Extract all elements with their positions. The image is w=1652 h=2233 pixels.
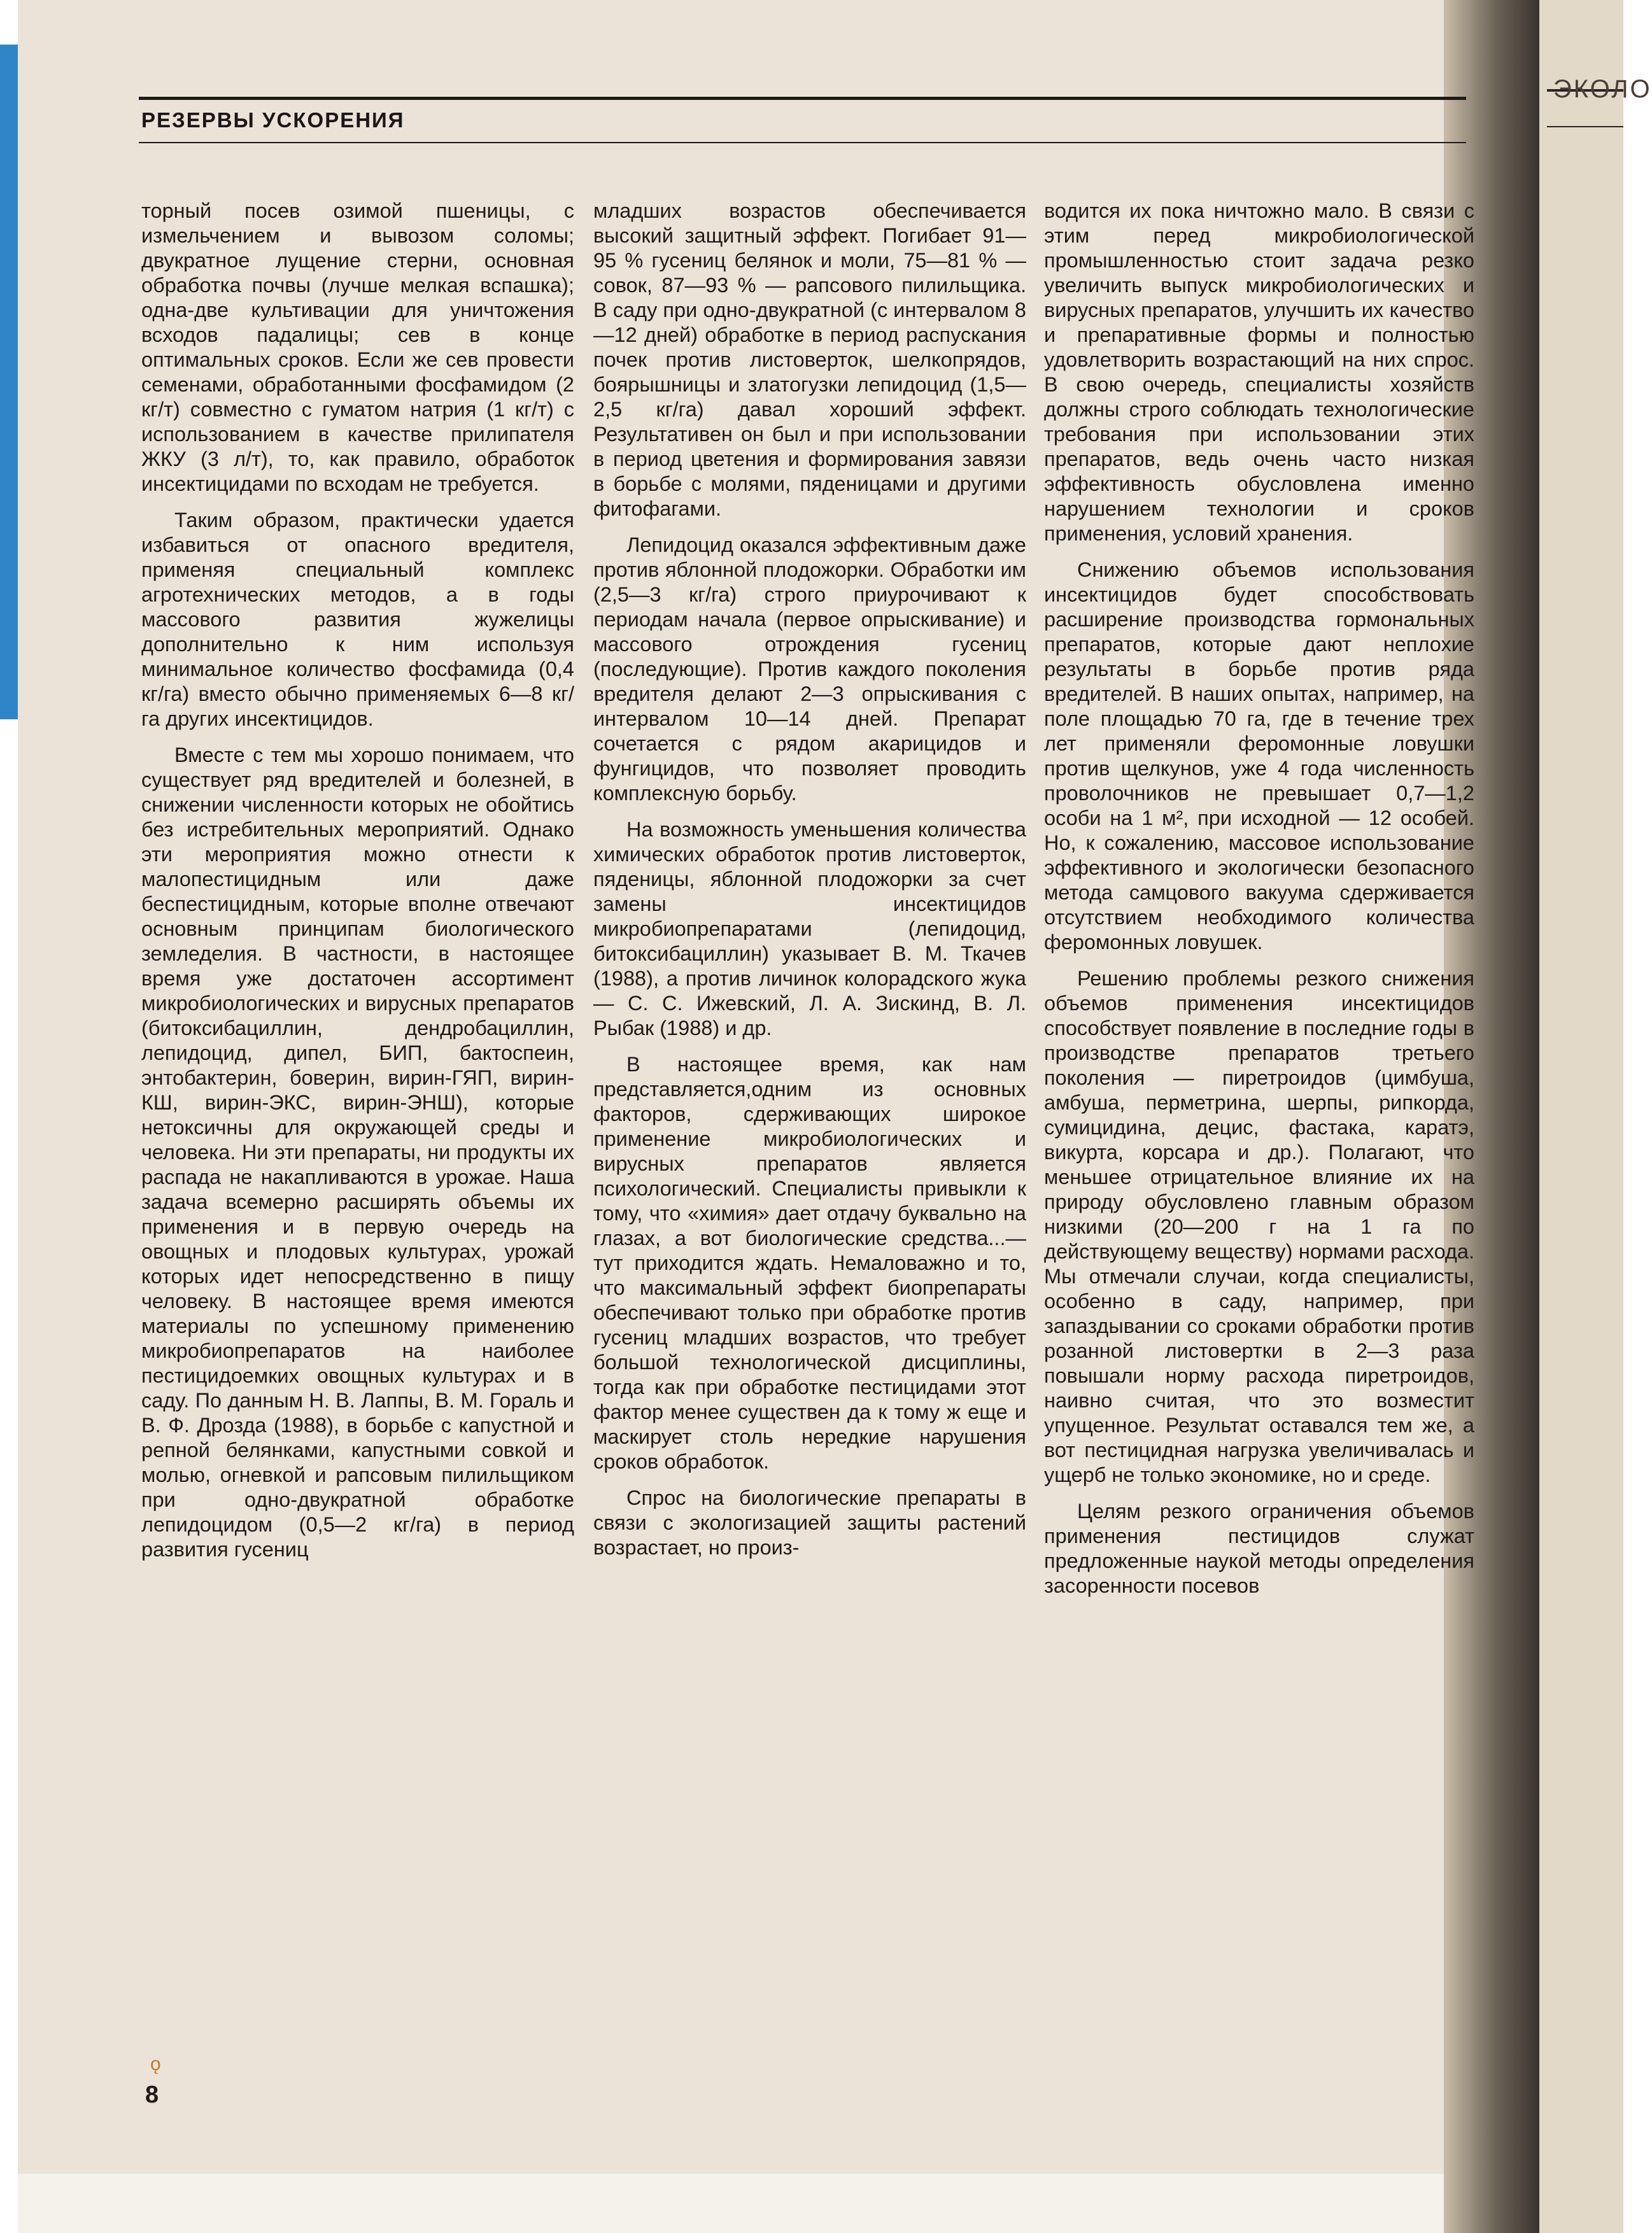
header-rule-top bbox=[139, 97, 1466, 100]
page-number: 8 bbox=[145, 2082, 159, 2108]
text-column-2 bbox=[593, 199, 1026, 1560]
paragraph: водится их пока ничтожно мало. В связи с этим перед микробиологической промышленностью стоит задача резко увеличить выпуск микробиологических и вирусных препаратов, улучшить их качество и препаративные формы и полностью удовлетворить возрастающий на них спрос. В свою очередь, специалисты хозяйств должны строго соблюдать технологические требования при использовании этих препаратов, ведь очень часто низкая эффективность обусловлена именно нарушением технологии и сроков применения, условий хранения. bbox=[1044, 199, 1474, 545]
paragraph: Целям резкого ограничения объемов применения пестицидов служат предложенные наукой методы определения засоренности посевов bbox=[1044, 1500, 1474, 1597]
facing-page-header: ЭКОЛО bbox=[1553, 75, 1652, 103]
header-rule-bottom bbox=[139, 142, 1466, 143]
paragraph: Решению проблемы резкого снижения объемов применения инсектицидов способствует появление в последние годы в производстве препаратов третьего поколения — пиретроидов (цимбуша, амбуша, перметрина, шерпы, рипкорда, сумицидина, децис, фастака, каратэ, викурта, корсара и др.). Полагают, что меньшее отрицательное влияние их на природу обусловлено главным образом низкими (20—200 г на 1 га по действующему веществу) нормами расхода. Мы отмечали случаи, когда специалисты, особенно в саду, например, при запаздывании со сроками обработки против розанной листовертки в 2—3 раза повышали норму расхода пиретроидов, наивно считая, что это возместит упущенное. Результат оставался тем же, а вот пестицидная нагрузка увеличивалась и ущерб не только экономике, но и среде. bbox=[1044, 967, 1474, 1486]
paragraph: Снижению объемов использования инсектицидов будет способствовать расширение производства гормональных препаратов, которые дают неплохие результаты в борьбе против ряда вредителей. В наших опытах, например, на поле площадью 70 га, где в течение трех лет применяли феромонные ловушки против щелкунов, уже 4 года численность проволочников не превышает 0,7—1,2 особи на 1 м², при исходной — 12 особей. Но, к сожалению, массовое использование эффективного и экологически безопасного метода самцового вакуума сдерживается отсутствием необходимого количества феромонных ловушек. bbox=[1044, 558, 1474, 954]
paragraph: Спрос на биологические препараты в связи с экологизацией защиты растений возрастает, но произ- bbox=[593, 1486, 1026, 1559]
paragraph: Лепидоцид оказался эффективным даже против яблонной плодожорки. Обработки им (2,5—3 кг/га) строго приурочивают к периодам начала (первое опрыскивание) и массового отрождения гусениц (последующие). Против каждого поколения вредителя делают 2—3 опрыскивания с интервалом 10—14 дней. Препарат сочетается с рядом акарицидов и фунгицидов, что позволяет проводить комплексную борьбу. bbox=[593, 533, 1026, 805]
facing-page-rule-bottom bbox=[1547, 126, 1623, 127]
section-title: РЕЗЕРВЫ УСКОРЕНИЯ bbox=[141, 108, 405, 132]
page-mark: ǫ bbox=[150, 2053, 161, 2075]
paragraph: торный посев озимой пшеницы, с измельчением и вывозом соломы; двукратное лущение стерни, основная обработка почвы (лучше мелкая вспашка); одна-две культивации для уничтожения всходов падалицы; сев в конце оптимальных сроков. Если же сев провести семенами, обработанными фосфамидом (2 кг/т) совместно с гуматом натрия (1 кг/т) с использованием в качестве прилипателя ЖКУ (3 л/т), то, как правило, обработок инсектицидами по всходам не требуется. bbox=[141, 199, 574, 495]
text-column-1 bbox=[141, 199, 574, 1562]
paragraph: На возможность уменьшения количества химических обработок против листоверток, пяденицы, яблонной плодожорки за счет замены инсектицидов микробиопрепаратами (лепидоцид, битоксибациллин) указывает В. М. Ткачев (1988), а против личинок колорадского жука — С. С. Ижевский, Л. А. Зискинд, В. Л. Рыбак (1988) и др. bbox=[593, 818, 1026, 1039]
facing-page bbox=[1539, 0, 1623, 2233]
paragraph: Таким образом, практически удается избавиться от опасного вредителя, применяя специальный комплекс агротехнических методов, а в годы массового развития жужелицы дополнительно к ним используя минимальное количество фосфамида (0,4 кг/га) вместо обычно применяемых 6—8 кг/га других инсектицидов. bbox=[141, 509, 574, 730]
paper-bottom-margin bbox=[18, 2174, 1444, 2233]
text-column-3 bbox=[1044, 199, 1474, 1598]
paragraph: В настоящее время, как нам представляется,одним из основных факторов, сдерживающих широкое применение микробиологических и вирусных препаратов является психологический. Специалисты привыкли к тому, что «химия» дает отдачу буквально на глазах, а вот биологические средства...— тут приходится ждать. Немаловажно и то, что максимальный эффект биопрепараты обеспечивают только при обработке против гусениц младших возрастов, что требует большой технологической дисциплины, тогда как при обработке пестицидами этот фактор менее существен да к тому ж еще и маскирует столь нередкие нарушения сроков обработок. bbox=[593, 1053, 1026, 1473]
binding-edge bbox=[0, 45, 18, 719]
paragraph: Вместе с тем мы хорошо понимаем, что существует ряд вредителей и болезней, в снижении численности которых не обойтись без истребительных мероприятий. Однако эти мероприятия можно отнести к малопестицидным или даже беспестицидным, которые вполне отвечают основным принципам биологического земледелия. В частности, в настоящее время уже достаточен ассортимент микробиологических и вирусных препаратов (битоксибациллин, дендробациллин, лепидоцид, дипел, БИП, бактоспеин, энтобактерин, боверин, вирин-ГЯП, вирин-КШ, вирин-ЭКС, вирин-ЭНШ), которые нетоксичны для окружающей среды и человека. Ни эти препараты, ни продукты их распада не накапливаются в урожае. Наша задача всемерно расширять объемы их применения и в первую очередь на овощных и плодовых культурах, урожай которых идет непосредственно в пищу человеку. В настоящее время имеются материалы по успешному применению микробиопрепаратов на наиболее пестицидоемких овощных культурах и в саду. По данным Н. В. Лаппы, В. М. Гораль и В. Ф. Дрозда (1988), в борьбе с капустной и репной белянками, капустными совкой и молью, огневкой и рапсовым пилильщиком при одно-двукратной обработке лепидоцидом (0,5—2 кг/га) в период развития гусениц bbox=[141, 743, 574, 1561]
paragraph: младших возрастов обеспечивается высокий защитный эффект. Погибает 91—95 % гусениц белянок и моли, 75—81 % — совок, 87—93 % — рапсового пилильщика. В саду при одно-двукратной (с интервалом 8—12 дней) обработке в период распускания почек против листоверток, шелкопрядов, боярышницы и златогузки лепидоцид (1,5—2,5 кг/га) давал хороший эффект. Результативен он был и при использовании в период цветения и формирования завязи в борьбе с молями, пяденицами и другими фитофагами. bbox=[593, 199, 1026, 520]
